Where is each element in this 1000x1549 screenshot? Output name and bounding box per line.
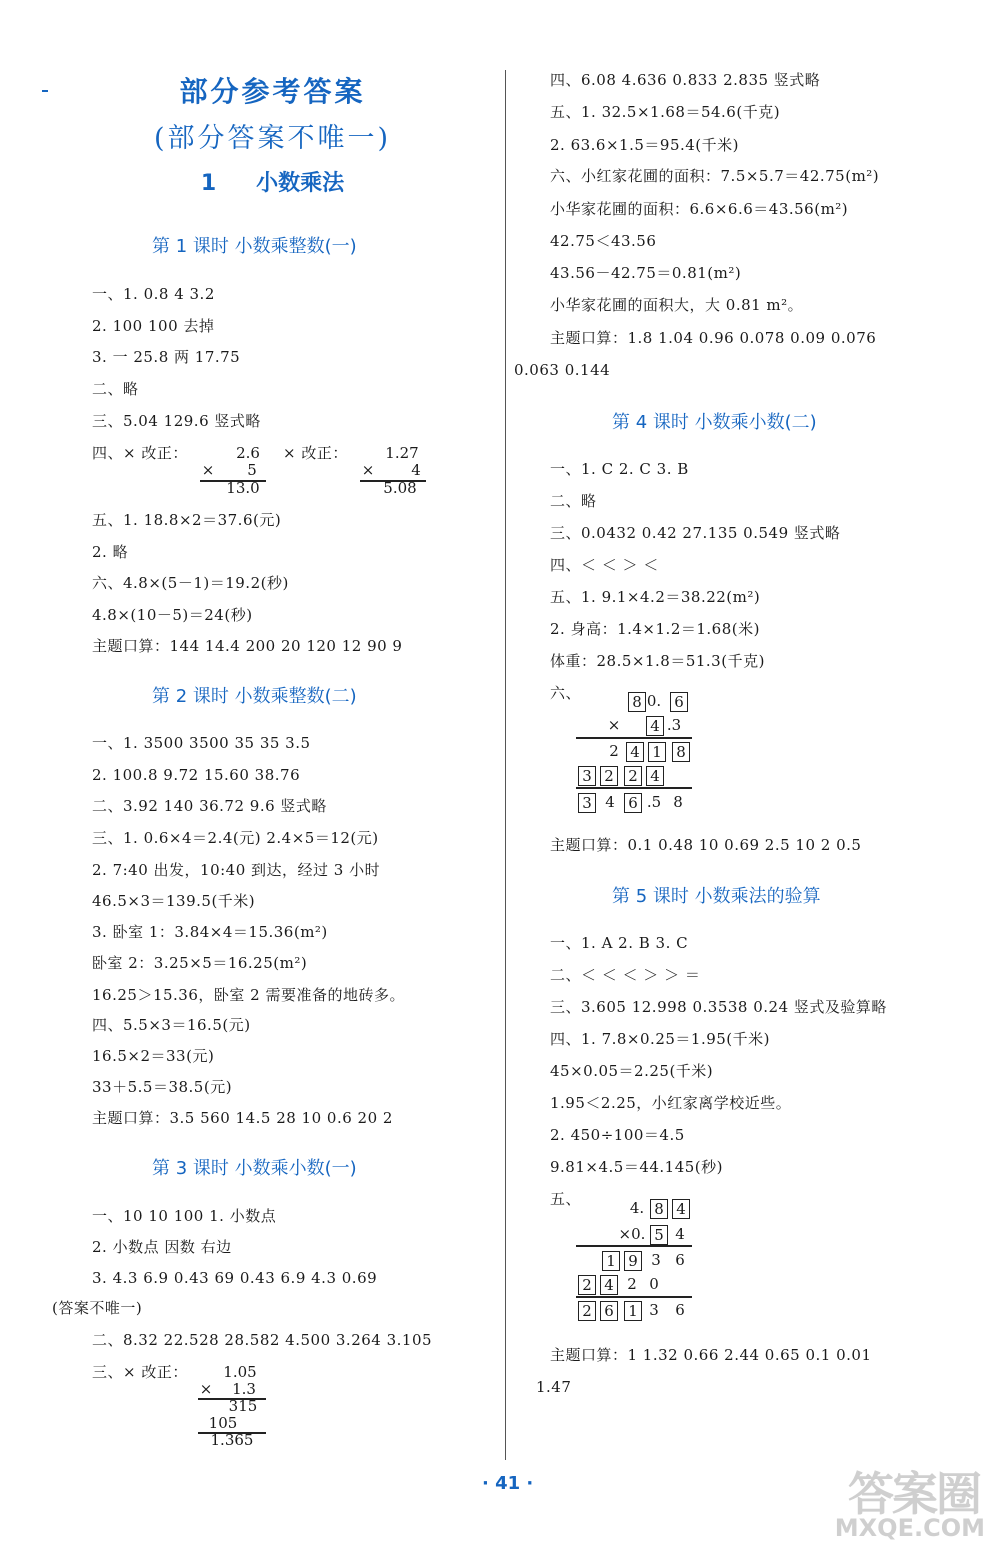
- mental-calc-line: 主题口算：1 1.32 0.66 2.44 0.65 0.1 0.01: [550, 1346, 872, 1364]
- lesson-5-title: 第 5 课时 小数乘法的验算: [612, 886, 821, 907]
- vertical-calculation: [360, 444, 426, 496]
- answer-line: 45×0.05＝2.25(千米): [550, 1062, 714, 1080]
- boxed-vertical-calculation: [576, 692, 692, 814]
- answer-box: 4: [600, 1275, 618, 1295]
- answer-line: 四、＜ ＜ ＞ ＜: [550, 556, 659, 574]
- calc-digit: ×: [361, 461, 375, 479]
- answer-line: 33＋5.5＝38.5(元): [92, 1078, 233, 1096]
- calc-digit: 0.: [646, 692, 662, 710]
- answer-line: 五、1. 32.5×1.68＝54.6(千克): [550, 103, 781, 121]
- calc-digit: 2: [609, 742, 619, 760]
- answer-line: 46.5×3＝139.5(千米): [92, 892, 256, 910]
- calc-digit: 2.6: [236, 444, 260, 462]
- answer-line: 一、1. 0.8 4 3.2: [92, 285, 215, 303]
- calc-digit: 4: [605, 793, 615, 811]
- answer-line: 2. 63.6×1.5＝95.4(千米): [550, 136, 740, 154]
- mental-calc-line: 主题口算：144 14.4 200 20 120 12 90 9: [92, 637, 403, 655]
- calc-digit: .5: [646, 793, 662, 811]
- vertical-calculation: [200, 444, 266, 496]
- answer-line: 五、: [550, 1190, 582, 1208]
- answer-line: 4.8×(10－5)＝24(秒): [92, 606, 253, 624]
- calc-digit: ×0.: [618, 1225, 646, 1243]
- lesson-2-title: 第 2 课时 小数乘整数(二): [152, 686, 357, 707]
- calc-digit: 3: [651, 1251, 661, 1269]
- mental-calc-line: 主题口算：1.8 1.04 0.96 0.078 0.09 0.076: [550, 329, 877, 347]
- vertical-calculation: [198, 1363, 266, 1451]
- answer-line: 三、3.605 12.998 0.3538 0.24 竖式及验算略: [550, 998, 887, 1016]
- answer-box: 8: [628, 692, 646, 712]
- answer-box: 2: [578, 1301, 596, 1321]
- calc-digit: 2: [627, 1275, 637, 1293]
- answer-line: 四、6.08 4.636 0.833 2.835 竖式略: [550, 71, 821, 89]
- answer-line: 一、1. 3500 3500 35 35 3.5: [92, 734, 311, 752]
- answer-box: 1: [648, 742, 666, 762]
- answer-line: 2. 7:40 出发，10:40 到达，经过 3 小时: [92, 861, 381, 879]
- answer-line: 3. 卧室 1：3.84×4＝15.36(m²): [92, 923, 328, 941]
- answer-note: (答案不唯一): [52, 1299, 143, 1317]
- calc-digit: 6: [675, 1251, 685, 1269]
- answer-line: 42.75＜43.56: [550, 232, 657, 250]
- watermark: [770, 1458, 990, 1548]
- answer-line: 小华家花圃的面积大，大 0.81 m²。: [550, 296, 804, 314]
- answer-box: 3: [578, 766, 596, 786]
- answer-line: 1.95＜2.25，小红家离学校近些。: [550, 1094, 792, 1112]
- answer-box: 4: [672, 1199, 690, 1219]
- mental-calc-line: 主题口算：0.1 0.48 10 0.69 2.5 10 2 0.5: [550, 836, 862, 854]
- answer-line: 2. 100 100 去掉: [92, 317, 215, 335]
- answer-box: 4: [626, 742, 644, 762]
- calc-digit: 4: [411, 461, 421, 479]
- answer-box: 2: [624, 766, 642, 786]
- mental-calc-line: 0.063 0.144: [514, 361, 611, 379]
- calc-digit: 0: [649, 1275, 659, 1293]
- answer-line: 三、1. 0.6×4＝2.4(元) 2.4×5＝12(元): [92, 829, 379, 847]
- answer-line: 16.25＞15.36，卧室 2 需要准备的地砖多。: [92, 986, 405, 1004]
- mental-calc-line: 主题口算：3.5 560 14.5 28 10 0.6 20 2: [92, 1109, 393, 1127]
- answer-line: 2. 450÷100＝4.5: [550, 1126, 685, 1144]
- calc-digit: 5.08: [383, 479, 417, 497]
- answer-line: 二、略: [92, 380, 139, 398]
- answer-box: 1: [602, 1251, 620, 1271]
- answer-line: 五、1. 18.8×2＝37.6(元): [92, 511, 282, 529]
- answer-line: 三、5.04 129.6 竖式略: [92, 412, 261, 430]
- answer-line: 3. 4.3 6.9 0.43 69 0.43 6.9 4.3 0.69: [92, 1269, 378, 1287]
- calc-line: [576, 1296, 692, 1298]
- lesson-4-title: 第 4 课时 小数乘小数(二): [612, 412, 817, 433]
- answer-line: 三、× 改正：: [92, 1363, 188, 1381]
- answer-box: 6: [670, 692, 688, 712]
- calc-digit: 5: [247, 461, 257, 479]
- watermark-url: MXQE.COM: [834, 1514, 985, 1542]
- calc-digit: 4: [675, 1225, 685, 1243]
- answer-box: 1: [624, 1301, 642, 1321]
- answer-line: 二、8.32 22.528 28.582 4.500 3.264 3.105: [92, 1331, 433, 1349]
- calc-line: [576, 787, 692, 789]
- calc-digit: ×: [201, 461, 215, 479]
- mental-calc-line: 1.47: [536, 1378, 572, 1396]
- answer-line: 二、3.92 140 36.72 9.6 竖式略: [92, 797, 327, 815]
- column-divider: [505, 70, 506, 1460]
- answer-line: 四、5.5×3＝16.5(元): [92, 1016, 251, 1034]
- answer-box: 2: [600, 766, 618, 786]
- calc-digit: ×: [199, 1380, 213, 1398]
- answer-line: 2. 略: [92, 543, 129, 561]
- unit-title: [0, 166, 545, 197]
- answer-line: 卧室 2：3.25×5＝16.25(m²): [92, 954, 308, 972]
- answer-box: 8: [672, 742, 690, 762]
- calc-digit: 4.: [629, 1199, 645, 1217]
- answer-box: 5: [650, 1225, 668, 1245]
- calc-digit: ×: [607, 716, 621, 734]
- lesson-1-title: 第 1 课时 小数乘整数(一): [152, 236, 357, 257]
- answer-box: 4: [646, 766, 664, 786]
- answer-box: 8: [650, 1199, 668, 1219]
- answer-box: 3: [578, 793, 596, 813]
- answer-line: 二、＜ ＜ ＜ ＞ ＞ ＝: [550, 966, 701, 984]
- calc-digit: 13.0: [226, 479, 260, 497]
- answer-line: 16.5×2＝33(元): [92, 1047, 215, 1065]
- answer-line: 一、10 10 100 1. 小数点: [92, 1207, 277, 1225]
- answer-line: 五、1. 9.1×4.2＝38.22(m²): [550, 588, 761, 606]
- answer-line: 2. 小数点 因数 右边: [92, 1238, 232, 1256]
- answer-line: 小华家花圃的面积：6.6×6.6＝43.56(m²): [550, 200, 849, 218]
- calc-digit: 1.3: [232, 1380, 256, 1398]
- calc-line: [576, 1245, 692, 1247]
- answer-box: 6: [600, 1301, 618, 1321]
- unit-number: 1: [200, 171, 217, 196]
- watermark-logo: 答案圈: [848, 1467, 980, 1521]
- page-title: 部分参考答案: [179, 75, 366, 108]
- calc-digit: 8: [673, 793, 683, 811]
- boxed-vertical-calculation: [576, 1199, 692, 1321]
- page-subtitle: (部分答案不唯一): [153, 123, 392, 154]
- answer-line: 3. 一 25.8 两 17.75: [92, 348, 241, 366]
- answer-line: 四、1. 7.8×0.25＝1.95(千米): [550, 1030, 771, 1048]
- answer-line: 六、4.8×(5－1)＝19.2(秒): [92, 574, 289, 592]
- calc-digit: 315: [228, 1397, 258, 1415]
- answer-line: 2. 100.8 9.72 15.60 38.76: [92, 766, 301, 784]
- calc-line: [576, 737, 692, 739]
- answer-box: 9: [624, 1251, 642, 1271]
- answer-box: 6: [624, 793, 642, 813]
- answer-line: 一、1. A 2. B 3. C: [550, 934, 689, 952]
- answer-line: 四、× 改正：: [92, 444, 188, 462]
- unit-name: 小数乘法: [256, 171, 345, 196]
- answer-line: 六、: [550, 684, 582, 702]
- answer-line: 体重：28.5×1.8＝51.3(千克): [550, 652, 765, 670]
- answer-line: 六、小红家花圃的面积：7.5×5.7＝42.75(m²): [550, 167, 880, 185]
- answer-line: 9.81×4.5＝44.145(秒): [550, 1158, 724, 1176]
- calc-digit: .3: [666, 716, 682, 734]
- calc-digit: 1.27: [385, 444, 419, 462]
- page-number: · 41 ·: [482, 1473, 534, 1494]
- answer-line: × 改正：: [283, 444, 348, 462]
- answer-line: 一、1. C 2. C 3. B: [550, 460, 689, 478]
- answer-box: 2: [578, 1275, 596, 1295]
- answer-line: 43.56－42.75＝0.81(m²): [550, 264, 742, 282]
- calc-digit: 6: [675, 1301, 685, 1319]
- calc-digit: 105: [208, 1414, 238, 1432]
- answer-box: 4: [646, 716, 664, 736]
- answer-line: 二、略: [550, 492, 597, 510]
- answer-line: 三、0.0432 0.42 27.135 0.549 竖式略: [550, 524, 841, 542]
- calc-digit: 1.365: [210, 1431, 254, 1449]
- calc-digit: 1.05: [223, 1363, 257, 1381]
- calc-digit: 3: [649, 1301, 659, 1319]
- lesson-3-title: 第 3 课时 小数乘小数(一): [152, 1158, 357, 1179]
- answer-line: 2. 身高：1.4×1.2＝1.68(米): [550, 620, 760, 638]
